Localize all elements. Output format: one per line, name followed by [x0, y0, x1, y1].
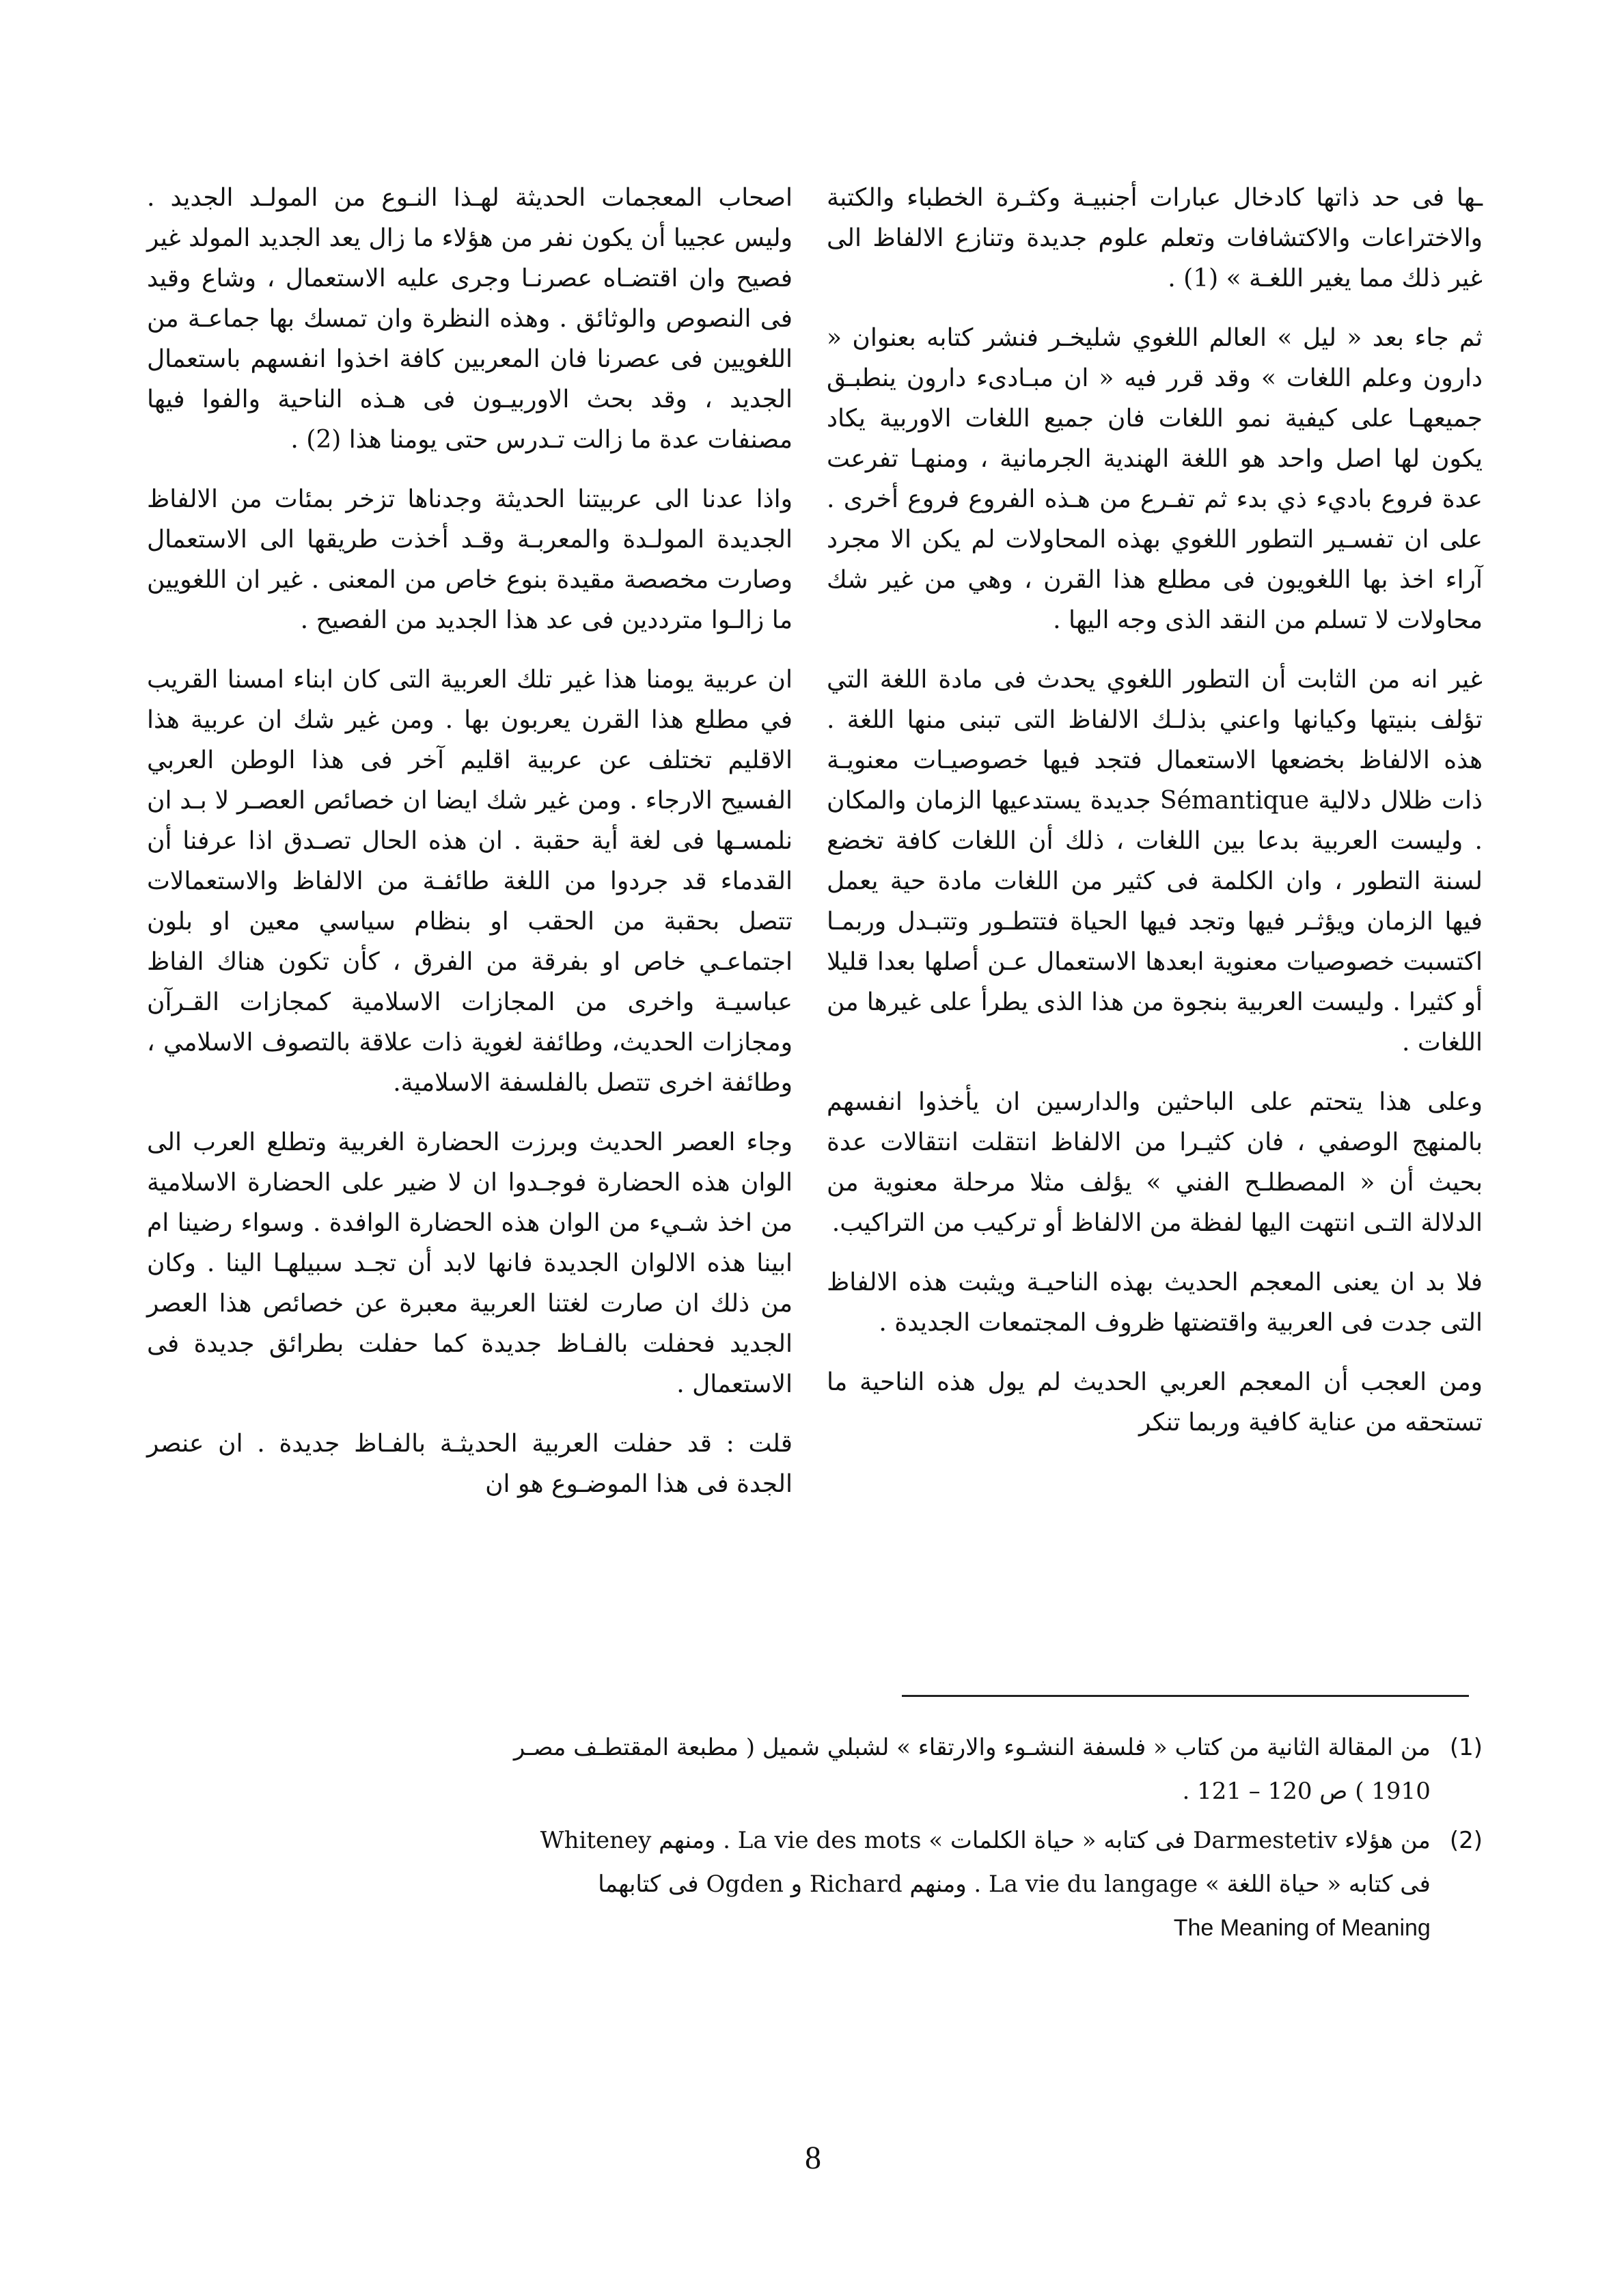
footnote	[147, 1726, 1483, 1813]
footnote-text	[147, 1726, 1431, 1813]
paragraph: ان عربية يومنا هذا غير تلك العربية التى كان ابناء امسنا القريب في مطلع هذا القرن يعربون بها . ومن غير شك ان عربية هذا الاقليم تختلف عن عربية اقليم آخر فى هذا الوطن العربي الفسيح الارجاء . ومن غير شك ايضا ان خصائص العصـر لا بـد ان نلمسـها فى لغة أية حقبة . ان هذه الحال تصـدق اذا عرفنا أن القدماء قد جردوا من اللغة طائفـة من الالفاظ والاستعمالات تتصل بحقبة من الحقب او بنظام سياسي معين او بلون اجتماعـي خاص او بفرقة من الفرق ، كأن تكون هناك الفاظ عباسيـة واخرى من المجازات الاسلامية كمجازات القـرآن ومجازات الحديث، وطائفة لغوية ذات علاقة بالتصوف الاسلامي ، وطائفة اخرى تتصل بالفلسفة الاسلامية.	[147, 666, 793, 1097]
footnote-text	[147, 1819, 1431, 1950]
footnote-line: 1910 ) ص 120 – 121 .	[1182, 1778, 1431, 1805]
footnote	[147, 1819, 1483, 1950]
paragraph: فلا بد ان يعنى المعجم الحديث بهذه الناحيـة ويثبت هذه الالفاظ التى جدت فى العربية واقتضتها ظروف المجتمعات الجديدة .	[827, 1268, 1483, 1337]
footnote-number: (1)	[1449, 1734, 1483, 1761]
paragraph: اصحاب المعجمات الحديثة لهـذا النـوع من المولـد الجديد . وليس عجيبا أن يكون نفر من هؤلاء ما زال يعد الجديد المولد غير فصيح وان اقتضـاه عصرنـا وجرى عليه الاستعمال ، وشاع وقيد فى النصوص والوثائق . وهذه النظرة وان تمسك بها جماعـة من اللغويين فى عصرنا فان المعربين كافة اخذوا انفسهم باستعمال الجديد ، وقد بحث الاوربيـون فى هـذه الناحية والفوا فيها مصنفات عدة ما زالت تـدرس حتى يومنا هذا (2) .	[147, 184, 793, 454]
page-number: 8	[805, 2140, 821, 2176]
paragraph: واذا عدنا الى عربيتنا الحديثة وجدناها تزخر بمئات من الالفاظ الجديدة المولـدة والمعربـة وقـد أخذت طريقها الى الاستعمال وصارت مخصصة مقيدة بنوع خاص من المعنى . غير ان اللغويين ما زالـوا مترددين فى عد هذا الجديد من الفصيح .	[147, 485, 793, 634]
footnote-divider	[902, 1695, 1469, 1697]
paragraph: قلت : قد حفلت العربية الحديثـة بالفـاظ جديدة . ان عنصر الجدة فى هذا الموضـوع هو ان	[147, 1430, 793, 1498]
footnote-line: من المقالة الثانية من كتاب « فلسفة النشـوء والارتقاء » لشبلي شميل ( مطبعة المقتطـف مصـر	[513, 1734, 1431, 1761]
footnote-line: من هؤلاء Darmestetiv فى كتابه « حياة الكلمات » La vie des mots . ومنهم Whiteney	[540, 1827, 1431, 1854]
left-column	[147, 178, 793, 1523]
footnote-line: فى كتابه « حياة اللغة » La vie du langage . ومنهم Richard و Ogden فى كتابهما	[598, 1871, 1431, 1898]
paragraph: وعلى هذا يتحتم على الباحثين والدارسين ان يأخذوا انفسهم بالمنهج الوصفي ، فان كثيـرا من الالفاظ انتقلت انتقالات عدة بحيث أن « المصطلـح الفني » يؤلف مثلا مرحلة معنوية من الدلالة التـى انتهت اليها لفظة من الالفاظ أو تركيب من التراكيب.	[827, 1088, 1483, 1237]
footnote-number: (2)	[1449, 1827, 1483, 1854]
paragraph: ـها فى حد ذاتها كادخال عبارات أجنبيـة وكثـرة الخطباء والكتبة والاختراعات والاكتشافات وتعلم علوم جديدة وتنازع الالفاظ الى غير ذلك مما يغير اللغـة » (1) .	[827, 184, 1483, 293]
right-column	[827, 178, 1483, 1462]
paragraph: ومن العجب أن المعجم العربي الحديث لم يول هذه الناحية ما تستحقه من عناية كافية وربما تنكر	[827, 1368, 1483, 1437]
paragraph: غير انه من الثابت أن التطور اللغوي يحدث فى مادة اللغة التي تؤلف بنيتها وكيانها واعني بذلـك الالفاظ التى تبنى منها اللغة . هذه الالفاظ بخضعها الاستعمال فتجد فيها خصوصيـات معنويـة ذات ظلال دلالية Sémantique جديدة يستدعيها الزمان والمكان . وليست العربية بدعا بين اللغات ، ذلك أن اللغات كافة تخضع لسنة التطور ، وان الكلمة فى كثير من اللغات مادة حية يعمل فيها الزمان ويؤثـر فيها وتجد فيها الحياة فتتطـور وتتبـدل وربمـا اكتسبت خصوصيات معنوية ابعدها الاستعمال عـن أصلها بعدا قليلا أو كثيرا . وليست العربية بنجوة من هذا الذى يطرأ على غيرها من اللغات .	[827, 666, 1483, 1057]
paragraph: وجاء العصر الحديث وبرزت الحضارة الغربية وتطلع العرب الى الوان هذه الحضارة فوجـدوا ان لا ضير على الحضارة الاسلامية من اخذ شـيء من الوان هذه الحضارة الوافدة . وسواء رضينا ام ابينا هذه الالوان الجديدة فانها لابد أن تجـد سبيلهـا الينا . وكان من ذلك ان صارت لغتنا العربية معبرة عن خصائص هذا العصر الجديد فحفلت بالفـاظ جديدة كما حفلت بطرائق جديدة فى الاستعمال .	[147, 1128, 793, 1398]
footnote-line: The Meaning of Meaning	[1173, 1915, 1431, 1941]
footnotes	[147, 1726, 1483, 1955]
paragraph: ثم جاء بعد « ليل » العالم اللغوي شليخـر فنشر كتابه بعنوان « دارون وعلم اللغات » وقد قرر فيه « ان مبـادىء دارون ينطبـق جميعهـا على كيفية نمو اللغات فان جميع اللغات الاوربية يكاد يكون لها اصل واحد هو اللغة الهندية الجرمانية ، ومنهـا تفرعت عدة فروع باديء ذي بدء ثم تفـرع من هـذه الفروع فروع أخرى . على ان تفسـير التطور اللغوي بهذه المحاولات لم يكن الا مجرد آراء اخذ بها اللغويون فى مطلع هذا القرن ، وهي من غير شك محاولات لا تسلم من النقد الذى وجه اليها .	[827, 324, 1483, 634]
